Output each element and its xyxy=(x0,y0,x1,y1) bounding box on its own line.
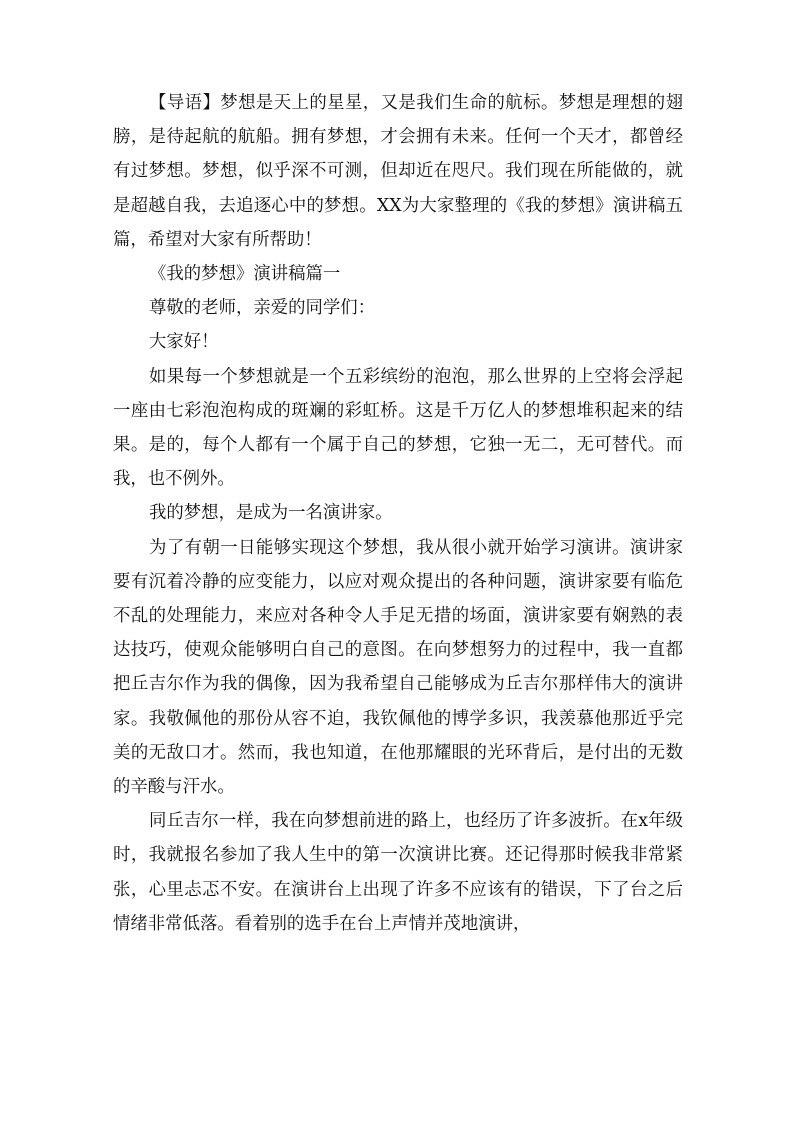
speech-title: 《我的梦想》演讲稿篇一 xyxy=(149,264,341,285)
greeting: 大家好！ xyxy=(149,332,219,353)
intro-paragraph: 【导语】梦想是天上的星星，又是我们生命的航标。梦想是理想的翅膀，是待起航的航船。拥有梦想，才会拥有未来。任何一个天才，都曾经有过梦想。梦想，似乎深不可测，但却近在咫尺。我们现在所能做的，就是超越自我，去追逐心中的梦想。XX为大家整理的《我的梦想》演讲稿五篇，希望对大家有所帮助！ xyxy=(113,93,683,250)
salutation: 尊敬的老师，亲爱的同学们： xyxy=(149,298,376,319)
body-paragraph: 为了有朝一日能够实现这个梦想，我从很小就开始学习演讲。演讲家要有沉着冷静的应变能力，以应对观众提出的各种问题，演讲家要有临危不乱的处理能力，来应对各种令人手足无措的场面，演讲家要有娴熟的表达技巧，使观众能够明白自己的意图。在向梦想努力的过程中，我一直都把丘吉尔作为我的偶像，因为我希望自己能够成为丘吉尔那样伟大的演讲家。我敬佩他的那份从容不迫，我钦佩他的博学多识，我羡慕他那近乎完美的无敌口才。然而，我也知道，在他那耀眼的光环背后，是付出的无数的辛酸与汗水。 xyxy=(113,537,683,798)
document-body xyxy=(113,86,683,941)
body-paragraph: 同丘吉尔一样，我在向梦想前进的路上，也经历了许多波折。在x年级时，我就报名参加了我人生中的第一次演讲比赛。还记得那时候我非常紧张，心里忐忑不安。在演讲台上出现了许多不应该有的错误，下了台之后情绪非常低落。看着别的选手在台上声情并茂地演讲， xyxy=(113,811,683,934)
body-paragraph: 如果每一个梦想就是一个五彩缤纷的泡泡，那么世界的上空将会浮起一座由七彩泡泡构成的斑斓的彩虹桥。这是千万亿人的梦想堆积起来的结果。是的，每个人都有一个属于自己的梦想，它独一无二，无可替代。而我，也不例外。 xyxy=(113,366,683,490)
body-paragraph: 我的梦想，是成为一名演讲家。 xyxy=(149,503,393,524)
